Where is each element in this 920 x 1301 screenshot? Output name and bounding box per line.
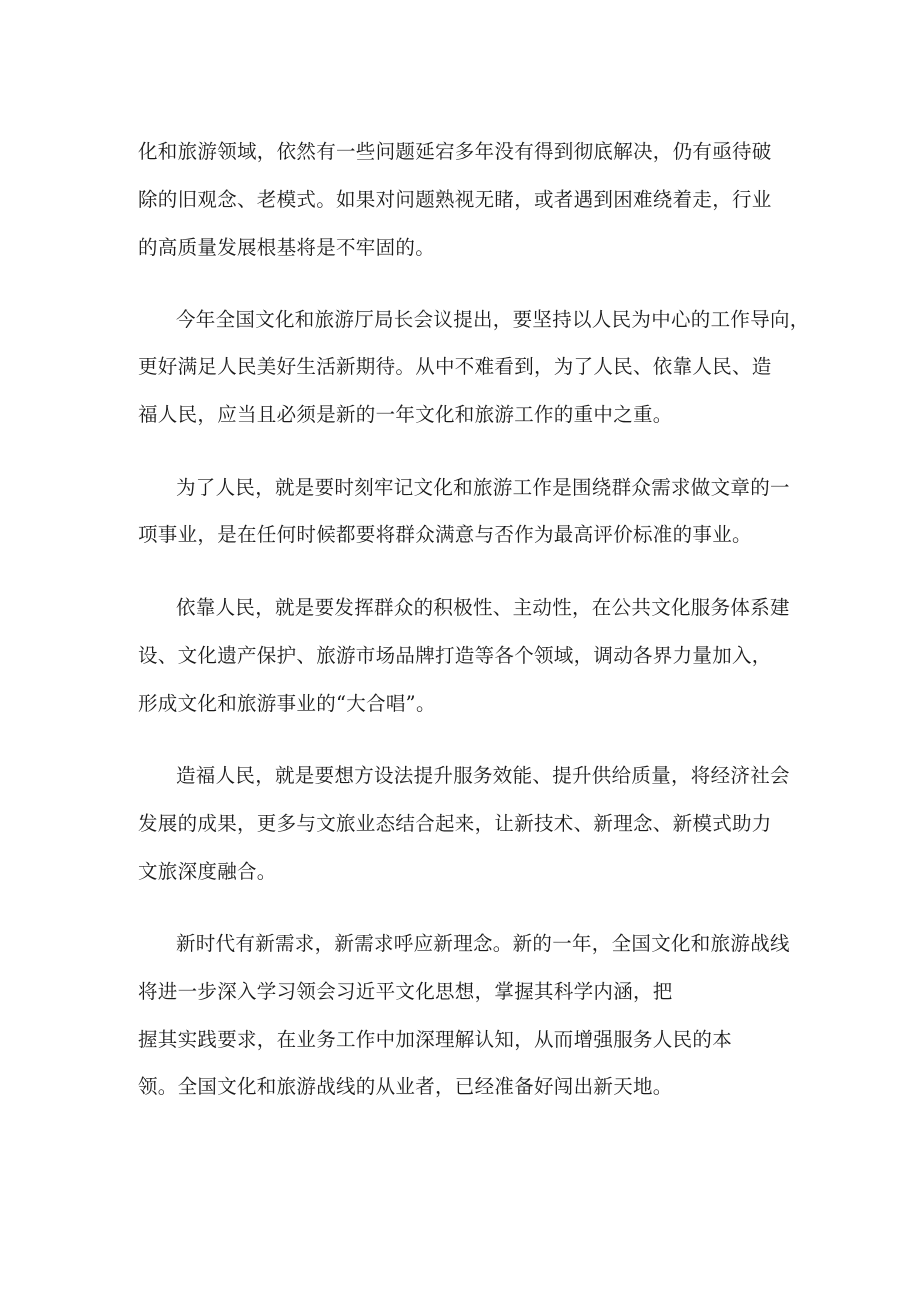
paragraph-line: 依靠人民，就是要发挥群众的积极性、主动性，在公共文化服务体系建 (176, 596, 790, 619)
paragraph-line: 今年全国文化和旅游厅局长会议提出，要坚持以人民为中心的工作导向， (176, 308, 810, 331)
paragraph-line: 福人民，应当且必须是新的一年文化和旅游工作的重中之重。 (138, 403, 673, 426)
paragraph-line: 造福人民，就是要想方设法提升服务效能、提升供给质量，将经济社会 (176, 764, 790, 787)
paragraph-line: 文旅深度融合。 (138, 860, 277, 883)
paragraph-line: 除的旧观念、老模式。如果对问题熟视无睹，或者遇到困难绕着走，行业 (138, 188, 772, 211)
paragraph-line: 更好满足人民美好生活新期待。从中不难看到，为了人民、依靠人民、造 (138, 355, 772, 378)
paragraph-line: 发展的成果，更多与文旅业态结合起来，让新技术、新理念、新模式助力 (138, 812, 772, 835)
paragraph-line: 为了人民，就是要时刻牢记文化和旅游工作是围绕群众需求做文章的一 (176, 476, 790, 499)
paragraph-line: 领。全国文化和旅游战线的从业者，已经准备好闯出新天地。 (138, 1075, 673, 1098)
paragraph-line: 设、文化遗产保护、旅游市场品牌打造等各个领域，调动各界力量加入， (138, 644, 772, 667)
paragraph-line: 握其实践要求，在业务工作中加深理解认知，从而增强服务人民的本 (138, 1028, 733, 1051)
paragraph-line: 项事业，是在任何时候都要将群众满意与否作为最高评价标准的事业。 (138, 523, 752, 546)
paragraph-line: 形成文化和旅游事业的“大合唱”。 (138, 692, 436, 715)
paragraph-line: 新时代有新需求，新需求呼应新理念。新的一年，全国文化和旅游战线 (176, 932, 790, 955)
paragraph-line: 的高质量发展根基将是不牢固的。 (138, 236, 436, 259)
paragraph-line: 将进一步深入学习领会习近平文化思想，掌握其科学内涵，把 (138, 980, 673, 1003)
paragraph-line: 化和旅游领域，依然有一些问题延宕多年没有得到彻底解决，仍有亟待破 (138, 140, 772, 163)
